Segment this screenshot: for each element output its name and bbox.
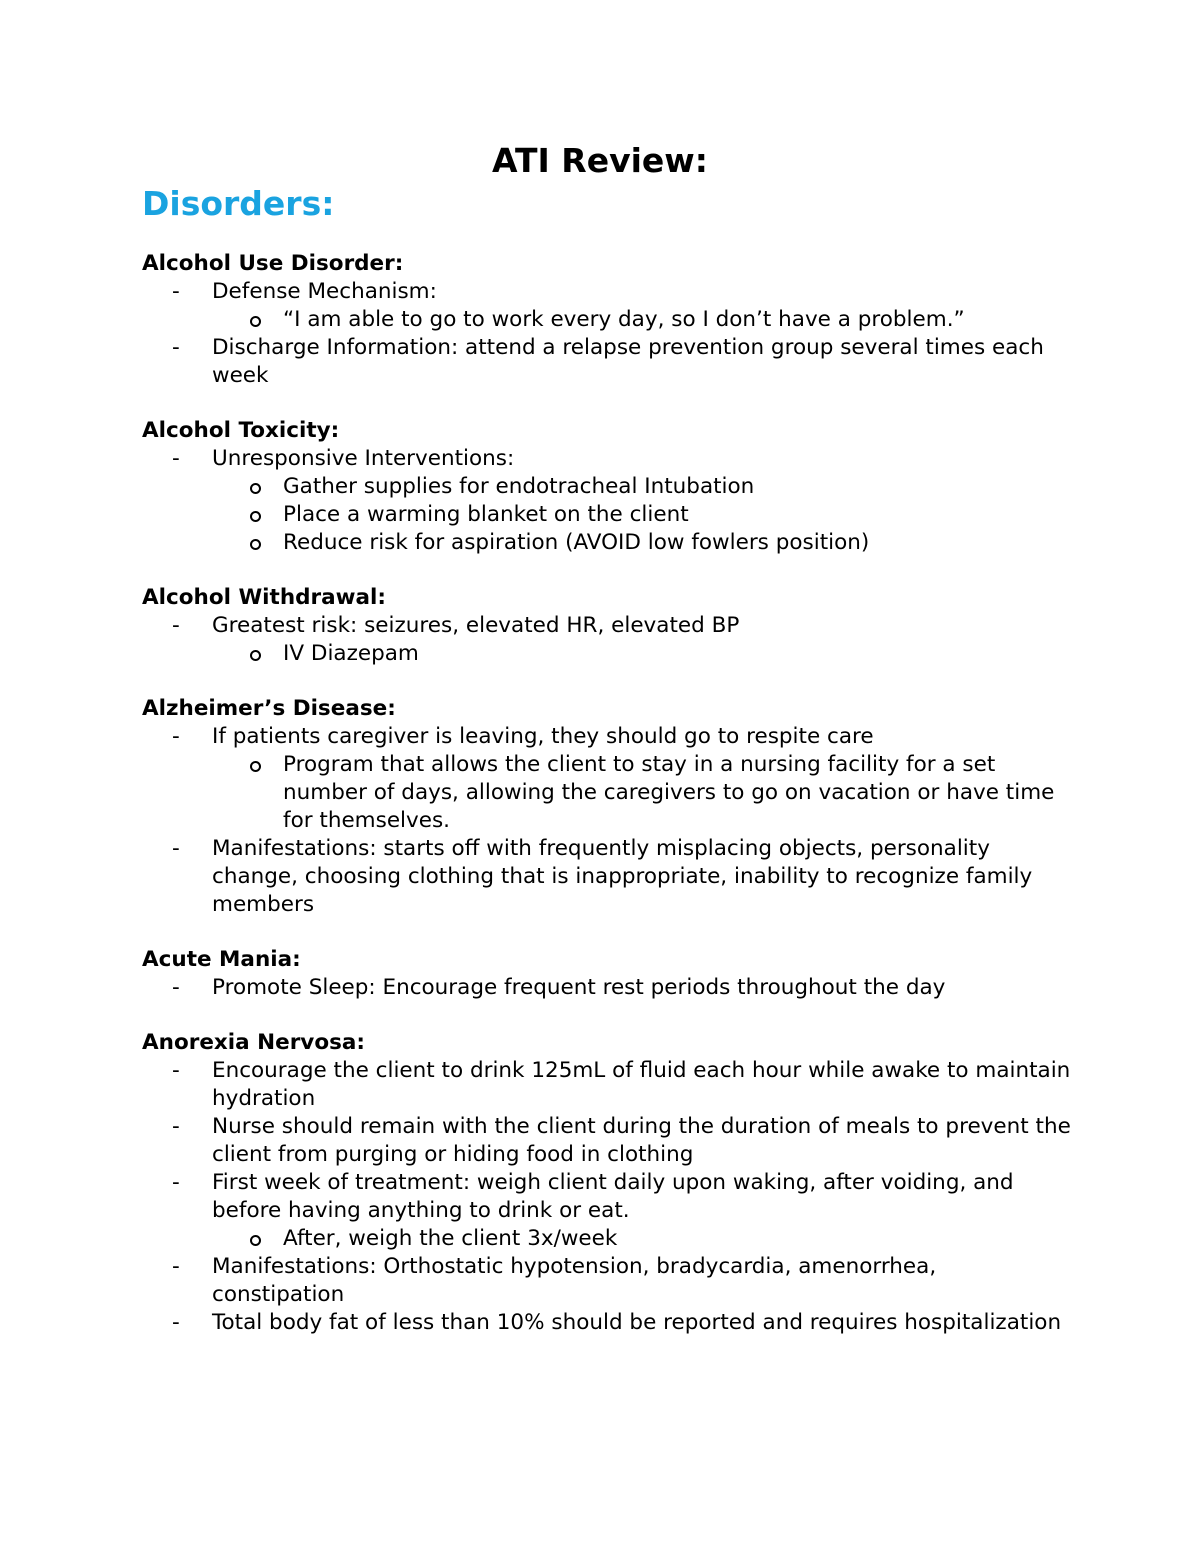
dash-bullet-icon: - [172,446,180,471]
section [142,946,1072,1002]
section [142,1029,1072,1337]
bullet-item [142,1057,1072,1113]
bullet-text: Promote Sleep: Encourage frequent rest periods throughout the day [212,975,946,1000]
section-heading: Alcohol Use Disorder: [142,251,404,276]
section-heading: Alcohol Toxicity: [142,418,340,443]
circle-bullet-icon [250,1235,261,1246]
circle-bullet-icon [250,539,261,550]
bullet-item [142,835,1072,919]
dash-bullet-icon: - [172,1310,180,1335]
bullet-text: Manifestations: starts off with frequently misplacing objects, personality change, choosing clothing that is inappropriate, inability to recognize family members [212,836,1033,917]
sub-bullet-text: Reduce risk for aspiration (AVOID low fowlers position) [283,530,870,555]
dash-bullet-icon: - [172,279,180,304]
bullet-text: Greatest risk: seizures, elevated HR, elevated BP [212,613,740,638]
sub-bullet-item [142,751,1072,835]
section [142,695,1072,919]
bullet-text: Defense Mechanism: [212,279,437,304]
sub-bullet-item [142,529,1072,557]
dash-bullet-icon: - [172,335,180,360]
bullet-item [142,723,1072,751]
bullet-item [142,1113,1072,1169]
bullet-text: If patients caregiver is leaving, they should go to respite care [212,724,874,749]
dash-bullet-icon: - [172,724,180,749]
bullet-text: Manifestations: Orthostatic hypotension, bradycardia, amenorrhea, constipation [212,1254,937,1307]
bullet-item [142,445,1072,473]
bullet-item [142,1253,1072,1309]
circle-bullet-icon [250,316,261,327]
sub-bullet-text: “I am able to go to work every day, so I don’t have a problem.” [283,307,965,332]
bullet-item [142,974,1072,1002]
sub-bullet-item [142,501,1072,529]
bullet-text: Discharge Information: attend a relapse prevention group several times each week [212,335,1044,388]
sub-bullet-item [142,640,1072,668]
dash-bullet-icon: - [172,1058,180,1083]
dash-bullet-icon: - [172,1170,180,1195]
sub-bullet-text: Place a warming blanket on the client [283,502,689,527]
sub-bullet-item [142,306,1072,334]
bullet-item [142,278,1072,306]
document-body [142,250,1072,1364]
sub-bullet-text: Gather supplies for endotracheal Intubation [283,474,755,499]
bullet-item [142,612,1072,640]
section [142,250,1072,390]
dash-bullet-icon: - [172,836,180,861]
dash-bullet-icon: - [172,613,180,638]
section [142,584,1072,668]
sub-bullet-item [142,473,1072,501]
section-heading: Alzheimer’s Disease: [142,696,396,721]
section-heading: Acute Mania: [142,947,301,972]
circle-bullet-icon [250,761,261,772]
dash-bullet-icon: - [172,975,180,1000]
bullet-item [142,1169,1072,1225]
dash-bullet-icon: - [172,1254,180,1279]
circle-bullet-icon [250,511,261,522]
bullet-item [142,334,1072,390]
bullet-text: Encourage the client to drink 125mL of fluid each hour while awake to maintain hydration [212,1058,1071,1111]
section [142,417,1072,557]
sub-bullet-item [142,1225,1072,1253]
circle-bullet-icon [250,650,261,661]
bullet-text: Unresponsive Interventions: [212,446,515,471]
section-title: Disorders: [142,184,335,223]
bullet-text: Nurse should remain with the client during the duration of meals to prevent the client from purging or hiding food in clothing [212,1114,1071,1167]
sub-bullet-text: Program that allows the client to stay in a nursing facility for a set number of days, allowing the caregivers to go on vacation or have time for themselves. [283,752,1055,833]
section-heading: Anorexia Nervosa: [142,1030,365,1055]
circle-bullet-icon [250,483,261,494]
dash-bullet-icon: - [172,1114,180,1139]
bullet-item [142,1309,1072,1337]
sub-bullet-text: IV Diazepam [283,641,419,666]
section-heading: Alcohol Withdrawal: [142,585,386,610]
sub-bullet-text: After, weigh the client 3x/week [283,1226,618,1251]
bullet-text: Total body fat of less than 10% should be reported and requires hospitalization [212,1310,1062,1335]
page-title: ATI Review: [492,141,708,180]
bullet-text: First week of treatment: weigh client daily upon waking, after voiding, and before having anything to drink or eat. [212,1170,1014,1223]
